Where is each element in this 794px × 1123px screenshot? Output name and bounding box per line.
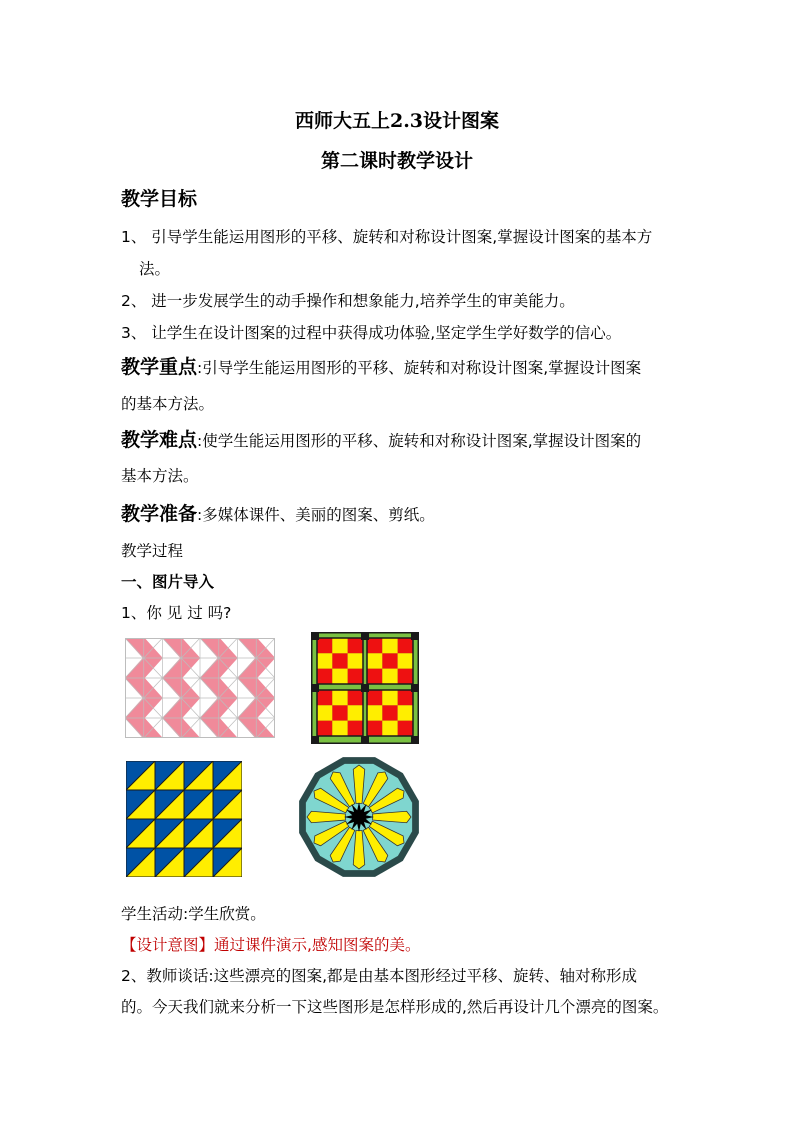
difficulties-line-1 <box>121 429 641 452</box>
quilt-corner <box>311 684 319 692</box>
quilt-cell <box>382 721 397 736</box>
quilt-corner <box>411 632 419 640</box>
quilt-cell <box>317 690 332 705</box>
teacher-talk-line-2: 的。今天我们就来分析一下这些图形是怎样形成的,然后再设计几个漂亮的图案。 <box>121 998 669 1016</box>
difficulties-sep: : <box>197 432 203 450</box>
rosette-pattern-image <box>296 754 422 880</box>
quilt-cell <box>398 721 413 736</box>
quilt-cell <box>348 721 363 736</box>
quilt-cell <box>382 690 397 705</box>
quilt-cell <box>317 705 332 720</box>
key-points-line-1 <box>121 356 641 379</box>
quilt-cell <box>367 669 382 684</box>
difficulties-label: 教学难点 <box>121 429 198 451</box>
quilt-cell <box>367 653 382 668</box>
document-subtitle: 第二课时教学设计 <box>320 150 473 172</box>
objective-3: 3、 让学生在设计图案的过程中获得成功体验,坚定学生学好数学的信心。 <box>121 324 622 342</box>
quilt-cell <box>382 638 397 653</box>
key-points-line-2: 的基本方法。 <box>121 395 215 413</box>
question-1: 1、你 见 过 吗? <box>121 604 232 622</box>
teacher-talk-line-1: 2、教师谈话:这些漂亮的图案,都是由基本图形经过平移、旋转、轴对称形成 <box>121 967 638 985</box>
preparation-text: 多媒体课件、美丽的图案、剪纸。 <box>202 506 435 524</box>
design-intent-text: 通过课件演示,感知图案的美。 <box>214 936 421 954</box>
quilt-cell <box>367 705 382 720</box>
quilt-cell <box>332 653 347 668</box>
document-title: 西师大五上2.3设计图案 <box>294 110 500 132</box>
quilt-corner <box>361 736 369 744</box>
quilt-cell <box>348 669 363 684</box>
quilt-cell <box>317 721 332 736</box>
quilt-cell <box>398 690 413 705</box>
key-points-label: 教学重点 <box>121 356 198 378</box>
quilt-cell <box>348 705 363 720</box>
quilt-cell <box>398 638 413 653</box>
objective-1-line-1: 1、 引导学生能运用图形的平移、旋转和对称设计图案,掌握设计图案的基本方 <box>121 228 653 246</box>
square-quilt-image <box>311 632 419 744</box>
quilt-cell <box>367 690 382 705</box>
preparation-sep: : <box>197 506 203 524</box>
section-1-heading: 一、图片导入 <box>121 573 215 591</box>
quilt-cell <box>348 638 363 653</box>
quilt-cell <box>398 653 413 668</box>
triangle-tile-image <box>126 761 242 877</box>
key-points-text: 引导学生能运用图形的平移、旋转和对称设计图案,掌握设计图案 <box>202 359 642 377</box>
preparation-line <box>121 503 435 526</box>
quilt-cell <box>367 638 382 653</box>
quilt-cell <box>348 653 363 668</box>
objective-1-line-2: 法。 <box>139 260 171 278</box>
quilt-corner <box>311 632 319 640</box>
quilt-cell <box>332 690 347 705</box>
difficulties-text: 使学生能运用图形的平移、旋转和对称设计图案,掌握设计图案的 <box>202 432 642 450</box>
design-intent <box>121 934 420 956</box>
objectives-heading: 教学目标 <box>121 188 198 210</box>
quilt-cell <box>348 690 363 705</box>
quilt-cell <box>332 705 347 720</box>
quilt-cell <box>398 669 413 684</box>
quilt-cell <box>398 705 413 720</box>
quilt-corner <box>361 684 369 692</box>
difficulties-line-2: 基本方法。 <box>121 467 199 485</box>
quilt-cell <box>332 669 347 684</box>
quilt-cell <box>317 653 332 668</box>
quilt-cell <box>317 669 332 684</box>
quilt-corner <box>311 736 319 744</box>
quilt-cell <box>367 721 382 736</box>
preparation-label: 教学准备 <box>121 503 198 525</box>
key-points-sep: : <box>197 359 203 377</box>
quilt-corner <box>361 632 369 640</box>
quilt-cell <box>332 638 347 653</box>
student-activity: 学生活动:学生欣赏。 <box>121 905 266 923</box>
process-heading: 教学过程 <box>121 542 184 560</box>
zigzag-pattern-image <box>125 638 275 738</box>
design-intent-label: 【设计意图】 <box>121 936 215 954</box>
quilt-corner <box>411 684 419 692</box>
quilt-cell <box>382 669 397 684</box>
quilt-cell <box>382 705 397 720</box>
quilt-cell <box>332 721 347 736</box>
objective-2: 2、 进一步发展学生的动手操作和想象能力,培养学生的审美能力。 <box>121 292 575 310</box>
quilt-corner <box>411 736 419 744</box>
quilt-cell <box>317 638 332 653</box>
quilt-cell <box>382 653 397 668</box>
